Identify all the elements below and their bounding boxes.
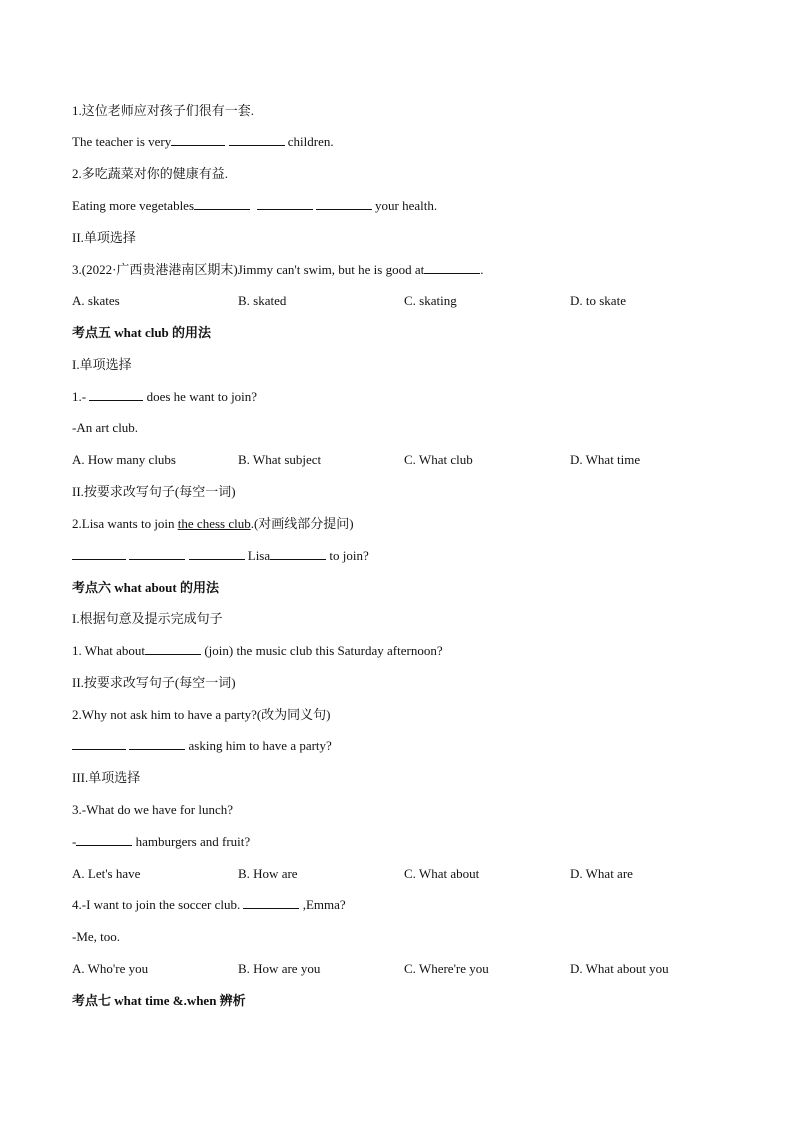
option-c[interactable]: C. What club <box>404 452 473 467</box>
answer-blank[interactable] <box>129 737 185 750</box>
option-a[interactable]: A. Who're you <box>72 961 149 976</box>
item-2-english <box>72 197 437 215</box>
item-1-english <box>72 133 334 151</box>
question-text: does he want to join? <box>143 389 258 404</box>
section-heading: I.根据句意及提示完成句子 <box>72 611 223 626</box>
option-a[interactable]: A. How many clubs <box>72 452 176 467</box>
section-heading: II.按要求改写句子(每空一词) <box>72 484 236 499</box>
section-heading: II.单项选择 <box>72 230 136 245</box>
answer-blank[interactable] <box>89 388 143 401</box>
answer-blank[interactable] <box>189 547 245 560</box>
answer-blank[interactable] <box>129 547 185 560</box>
option-c[interactable]: C. What about <box>404 866 480 881</box>
section-heading: III.单项选择 <box>72 770 141 785</box>
option-b[interactable]: B. How are you <box>238 961 321 976</box>
answer-blank[interactable] <box>316 197 372 210</box>
sentence-end: to join? <box>326 548 369 563</box>
option-c[interactable]: C. Where're you <box>404 961 489 976</box>
option-b[interactable]: B. What subject <box>238 452 322 467</box>
option-b[interactable]: B. How are <box>238 866 298 881</box>
rewrite-line <box>72 737 332 755</box>
option-d[interactable]: D. What about you <box>570 961 669 976</box>
dialogue-line: -Me, too. <box>72 929 121 944</box>
underlined-phrase: the chess club <box>177 516 251 531</box>
option-a[interactable]: A. skates <box>72 293 120 308</box>
sentence-end: ,Emma? <box>299 897 346 912</box>
sentence-start: Eating more vegetables <box>72 198 195 213</box>
answer-blank[interactable] <box>194 197 250 210</box>
question-text: 1. What about <box>72 643 146 658</box>
question-number: 1.- <box>72 389 90 404</box>
answer-blank[interactable] <box>76 833 132 846</box>
item-2-chinese: 2.多吃蔬菜对你的健康有益. <box>72 166 229 181</box>
question-3-options <box>72 292 732 310</box>
question-2 <box>72 515 354 533</box>
answer-blank[interactable] <box>72 547 126 560</box>
instruction: .(对画线部分提问) <box>250 516 354 531</box>
topic-heading-5: 考点五 what club 的用法 <box>72 325 212 340</box>
option-b[interactable]: B. skated <box>238 293 287 308</box>
topic-heading-7: 考点七 what time &.when 辨析 <box>72 993 246 1008</box>
question-3 <box>72 261 483 279</box>
section-heading: II.按要求改写句子(每空一词) <box>72 675 236 690</box>
answer-blank[interactable] <box>243 896 299 909</box>
topic-heading-6: 考点六 what about 的用法 <box>72 580 219 595</box>
question-text: 4.-I want to join the soccer club. <box>72 897 244 912</box>
option-a[interactable]: A. Let's have <box>72 866 141 881</box>
sentence-end: children. <box>284 134 334 149</box>
sentence-word: Lisa <box>244 548 271 563</box>
answer-blank[interactable] <box>229 133 285 146</box>
dash: - <box>72 834 77 849</box>
question-3-options <box>72 865 732 883</box>
question-text: 2.Lisa wants to join <box>72 516 178 531</box>
option-d[interactable]: D. What are <box>570 866 633 881</box>
question-1-options <box>72 451 732 469</box>
sentence-end: your health. <box>371 198 438 213</box>
sentence-end: hamburgers and fruit? <box>132 834 251 849</box>
sentence-start: The teacher is very <box>72 134 172 149</box>
answer-blank[interactable] <box>424 261 480 274</box>
dialogue-line <box>72 833 250 851</box>
answer-line: -An art club. <box>72 420 139 435</box>
question-text: 3.(2022·广西贵港港南区期末)Jimmy can't swim, but he is good at <box>72 262 425 277</box>
answer-blank[interactable] <box>171 133 225 146</box>
item-1-chinese: 1.这位老师应对孩子们很有一套. <box>72 103 255 118</box>
option-d[interactable]: D. What time <box>570 452 641 467</box>
answer-blank[interactable] <box>72 737 126 750</box>
question-4-options <box>72 960 732 978</box>
question-1 <box>72 642 443 660</box>
rewrite-line <box>72 547 369 565</box>
section-heading: I.单项选择 <box>72 357 132 372</box>
question-2: 2.Why not ask him to have a party?(改为同义句) <box>72 707 331 722</box>
question-text: (join) the music club this Saturday afternoon? <box>201 643 443 658</box>
answer-blank[interactable] <box>257 197 313 210</box>
option-d[interactable]: D. to skate <box>570 293 626 308</box>
period: . <box>480 262 484 277</box>
question-4 <box>72 896 346 914</box>
question-3: 3.-What do we have for lunch? <box>72 802 233 817</box>
option-c[interactable]: C. skating <box>404 293 457 308</box>
answer-blank[interactable] <box>145 642 201 655</box>
sentence-end: asking him to have a party? <box>185 738 332 753</box>
question-1 <box>72 388 257 406</box>
answer-blank[interactable] <box>270 547 326 560</box>
